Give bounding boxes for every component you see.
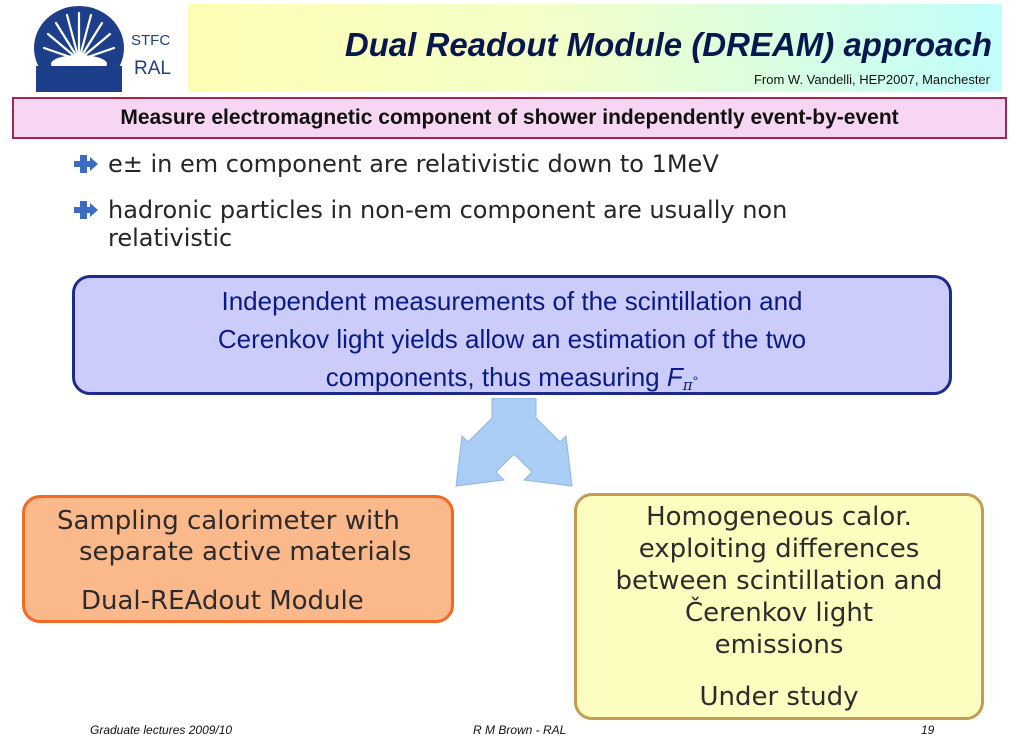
box-line: Sampling calorimeter with	[57, 506, 400, 536]
org-name-line1: STFC	[131, 32, 171, 49]
measurement-callout	[72, 275, 952, 395]
pi-subscript: π	[682, 376, 693, 394]
bullet-list	[74, 150, 954, 270]
footer-course: Graduate lectures 2009/10	[90, 723, 233, 737]
bullet-item	[74, 150, 954, 178]
degree-superscript: °	[692, 373, 699, 389]
title-band	[188, 4, 1002, 92]
box-spacer	[577, 661, 981, 681]
bullet-text: hadronic particles in non-em component are usually non relativistic	[108, 196, 788, 252]
org-name-line2: RAL	[134, 58, 171, 79]
bullet-item	[74, 196, 954, 252]
split-arrow-icon	[452, 398, 576, 488]
box-line: emissions	[714, 630, 844, 660]
plus-arrow-bullet-icon	[74, 201, 98, 219]
box-line: between scintillation and	[615, 566, 943, 596]
source-credit: From W. Vandelli, HEP2007, Manchester	[753, 72, 990, 87]
sampling-calorimeter-box	[22, 495, 454, 623]
box-line: Čerenkov light	[684, 598, 874, 628]
homogeneous-calorimeter-box	[574, 493, 984, 720]
box-line: separate active materials	[79, 537, 412, 567]
slide-title: Dual Readout Module (DREAM) approach	[344, 26, 992, 63]
bullet-text: e± in em component are relativistic down to 1MeV	[108, 150, 719, 178]
box-line: Dual-REAdout Module	[81, 586, 364, 616]
box-line: Homogeneous calor.	[646, 502, 912, 532]
page-number: 19	[921, 723, 935, 737]
plus-arrow-bullet-icon	[74, 155, 98, 173]
callout-line: Independent measurements of the scintillation and	[221, 286, 803, 316]
footer-author: R M Brown - RAL	[473, 723, 567, 737]
box-line: exploiting differences	[638, 534, 920, 564]
box-line: Under study	[699, 682, 859, 712]
callout-line: Cerenkov light yields allow an estimation of the two	[217, 324, 807, 354]
subtitle-banner: Measure electromagnetic component of shower independently event-by-event	[12, 97, 1007, 139]
stfc-logo	[32, 4, 126, 92]
callout-line-text: components, thus measuring	[325, 362, 667, 392]
f-symbol: F	[666, 362, 683, 392]
